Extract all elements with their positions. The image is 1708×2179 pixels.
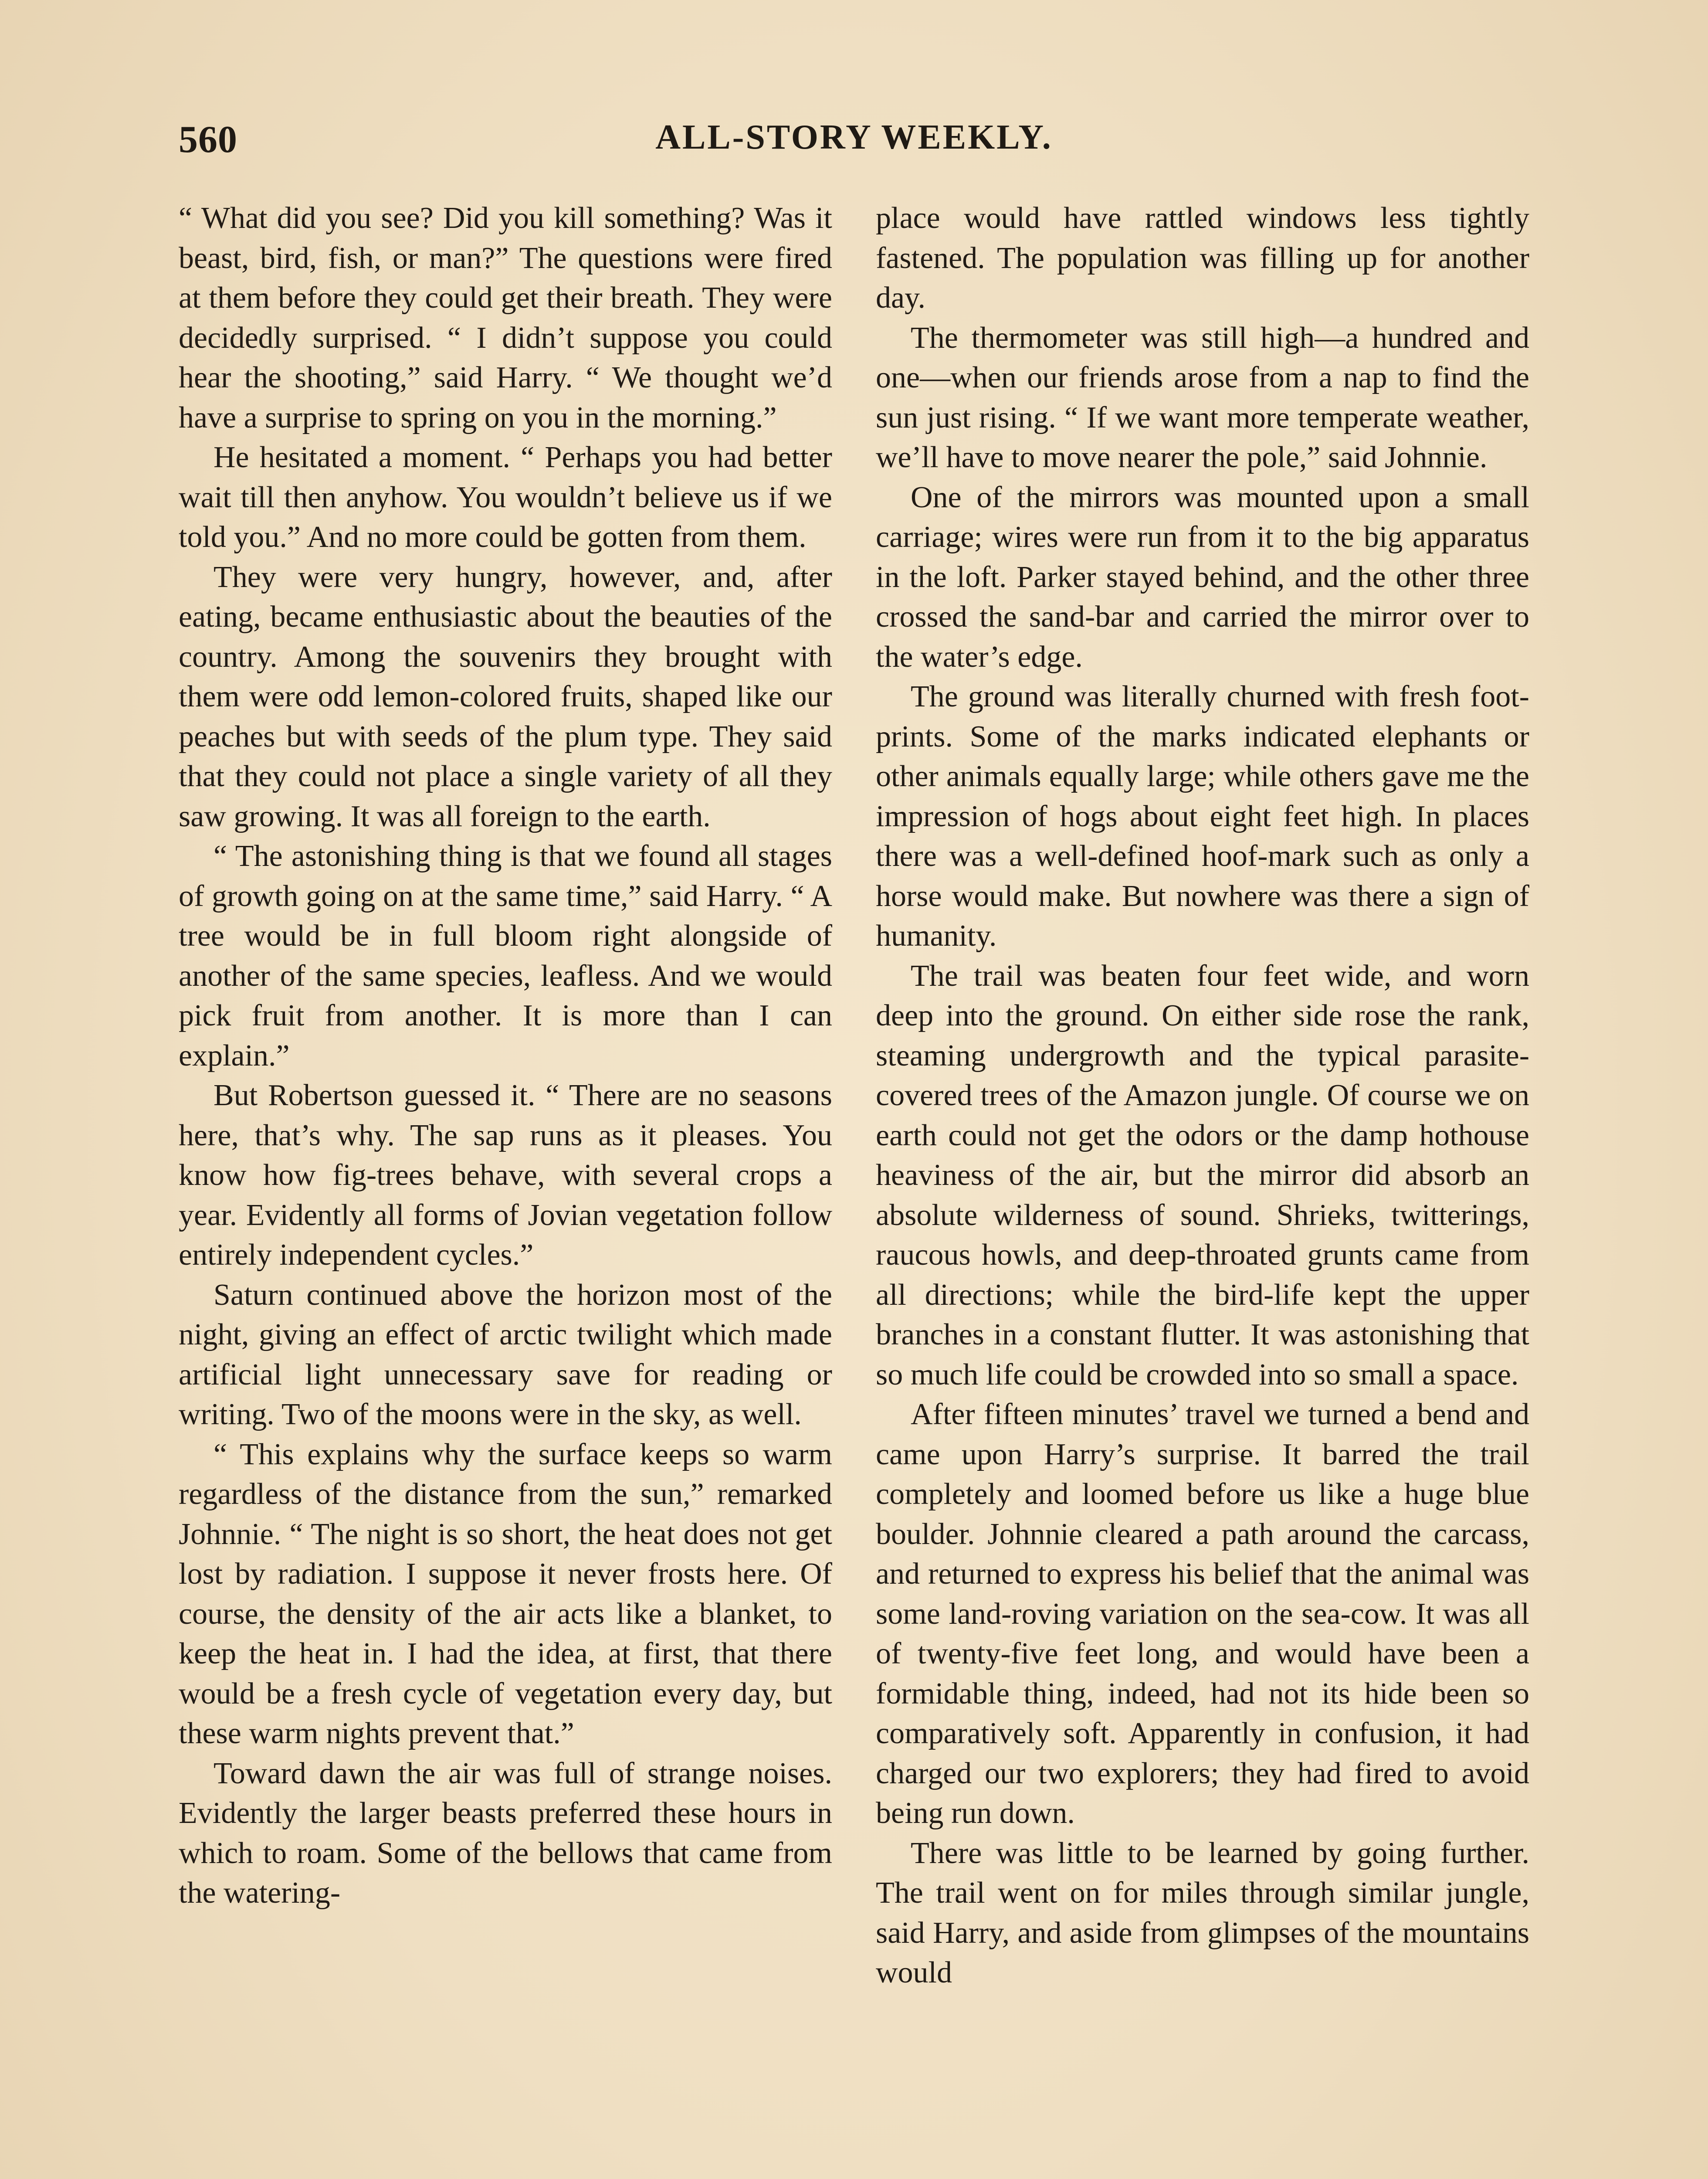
paragraph: “ What did you see? Did you kill something? Was it beast, bird, fish, or man?” The questions were fired at them before they could get their breath. They were decidedly surprised. “ I didn’t suppose you could hear the shooting,” said Harry. “ We thought we’d have a surprise to spring on you in the morning.” — [179, 201, 832, 434]
paragraph: “ This explains why the surface keeps so warm regardless of the distance from the sun,” remarked Johnnie. “ The night is so short, the heat does not get lost by radiation. I suppose it never frosts here. Of course, the density of the air acts like a blanket, to keep the heat in. I had the idea, at first, that there would be a fresh cycle of vegetation every day, but these warm nights prevent that.” — [179, 1437, 832, 1750]
right-column — [876, 198, 1529, 2179]
paragraph: “ The astonishing thing is that we found all stages of growth going on at the same time,” said Harry. “ A tree would be in full bloom right alongside of another of the same species, leafless. And we would pick fruit from another. It is more than I can explain.” — [179, 839, 832, 1073]
paragraph: The thermometer was still high—a hundred and one—when our friends arose from a nap to find the sun just rising. “ If we want more temperate weather, we’ll have to move nearer the pole,” said Johnnie. — [876, 321, 1529, 474]
running-title: ALL-STORY WEEKLY. — [655, 118, 1053, 156]
paragraph: The trail was beaten four feet wide, and worn deep into the ground. On either side rose the rank, steaming undergrowth and the typical parasite-covered trees of the Amazon jungle. Of course we on earth could not get the odors or the damp hothouse heaviness of the air, but the mirror did absorb an absolute wilderness of sound. Shrieks, twitterings, raucous howls, and deep-throated grunts came from all directions; while the bird-life kept the upper branches in a constant flutter. It was astonishing that so much life could be crowded into so small a space. — [876, 959, 1529, 1392]
paragraph: They were very hungry, however, and, after eating, became enthusiastic about the beauties of the country. Among the souvenirs they brought with them were odd lemon-colored fruits, shaped like our peaches but with seeds of the plum type. They said that they could not place a single variety of all they saw growing. It was all foreign to the earth. — [179, 560, 832, 833]
paragraph: Toward dawn the air was full of strange noises. Evidently the larger beasts preferred these hours in which to roam. Some of the bellows that came from the watering- — [179, 1756, 832, 1910]
paragraph: Saturn continued above the horizon most of the night, giving an effect of arctic twilight which made artificial light unnecessary save for reading or writing. Two of the moons were in the sky, as well. — [179, 1278, 832, 1431]
paragraph: One of the mirrors was mounted upon a small carriage; wires were run from it to the big apparatus in the loft. Parker stayed behind, and the other three crossed the sand-bar and carried the mirror over to the water’s edge. — [876, 480, 1529, 674]
page-header — [179, 118, 1529, 174]
paragraph: He hesitated a moment. “ Perhaps you had better wait till then anyhow. You wouldn’t believe us if we told you.” And no more could be gotten from them. — [179, 441, 832, 554]
page-number: 560 — [179, 119, 237, 161]
text-columns — [179, 198, 1529, 2179]
paragraph: There was little to be learned by going further. The trail went on for miles through similar jungle, said Harry, and aside from glimpses of the mountains would — [876, 1836, 1529, 1989]
paragraph: After fifteen minutes’ travel we turned a bend and came upon Harry’s surprise. It barred the trail completely and loomed before us like a huge blue boulder. Johnnie cleared a path around the carcass, and returned to express his belief that the animal was some land-roving variation on the sea-cow. It was all of twenty-five feet long, and would have been a formidable thing, indeed, had not its hide been so comparatively soft. Apparently in confusion, it had charged our two explorers; they had fired to avoid being run down. — [876, 1398, 1529, 1830]
paragraph: But Robertson guessed it. “ There are no seasons here, that’s why. The sap runs as it pleases. You know how fig-trees behave, with several crops a year. Evidently all forms of Jovian vegetation follow entirely independent cycles.” — [179, 1079, 832, 1272]
left-column — [179, 198, 832, 2179]
paragraph: place would have rattled windows less tightly fastened. The population was filling up for another day. — [876, 201, 1529, 315]
paragraph: The ground was literally churned with fresh foot-prints. Some of the marks indicated elephants or other animals equally large; while others gave me the impression of hogs about eight feet high. In places there was a well-defined hoof-mark such as only a horse would make. But nowhere was there a sign of humanity. — [876, 680, 1529, 953]
